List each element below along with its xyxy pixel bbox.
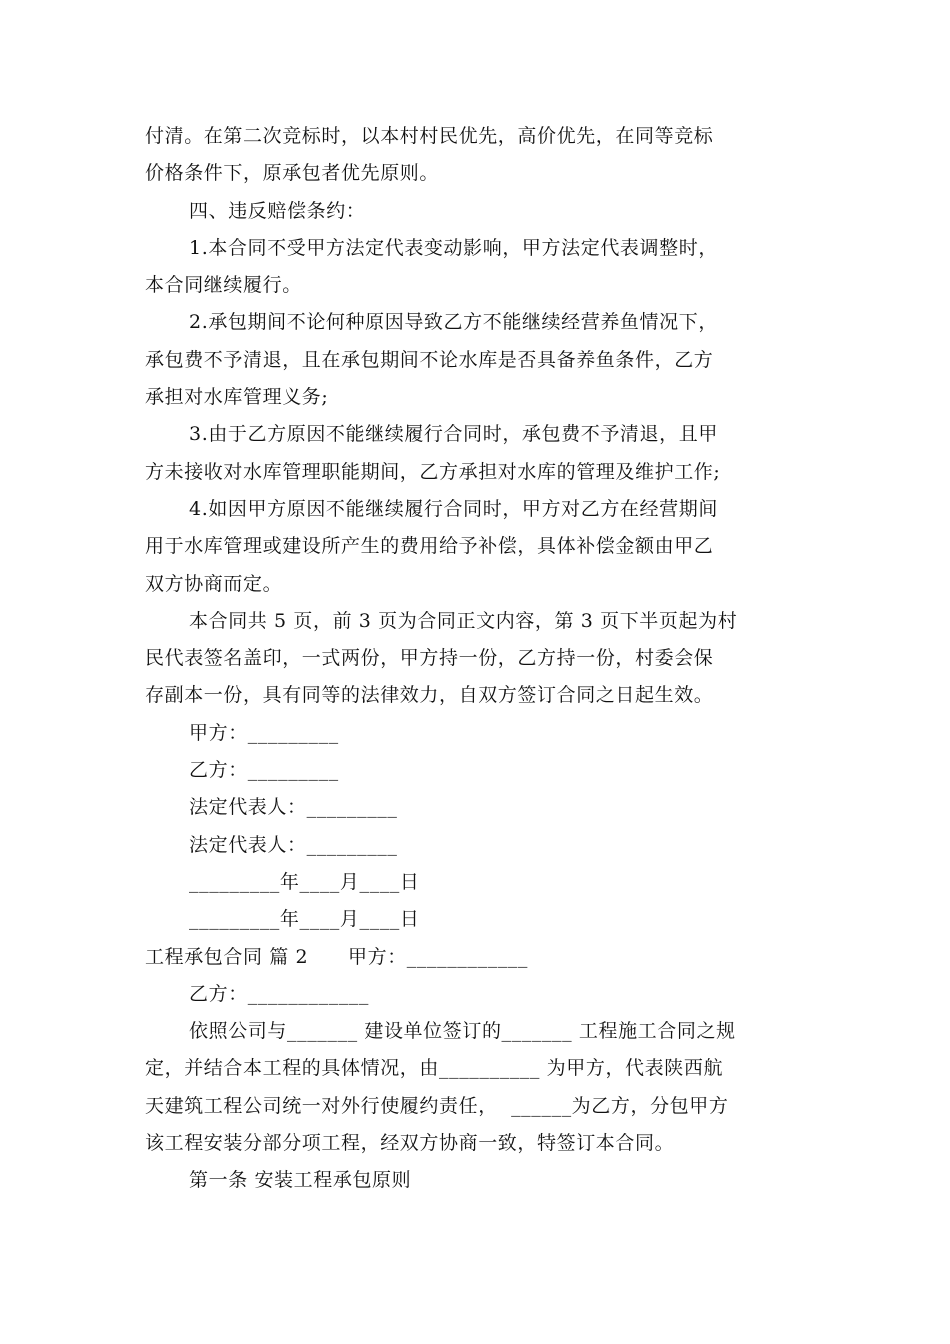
signing-date: _________年____月____日 <box>189 908 420 931</box>
contract-2-title: 工程承包合同 篇 2 甲方：____________ <box>145 945 529 968</box>
clause-3: 3.由于乙方原因不能继续履行合同时，承包费不予清退，且甲 <box>189 423 718 446</box>
basis-paragraph: 依照公司与_______ 建设单位签订的_______ 工程施工合同之规 <box>189 1020 736 1043</box>
document-body <box>145 118 810 1200</box>
text-line: 天建筑工程公司统一对外行使履约责任， ______为乙方，分包甲方 <box>145 1094 729 1117</box>
text-line: 承担对水库管理义务; <box>145 386 329 409</box>
text-line: 定，并结合本工程的具体情况，由__________ 为甲方，代表陕西航 <box>145 1057 724 1080</box>
clause-2: 2.承包期间不论何种原因导致乙方不能继续经营养鱼情况下， <box>189 311 718 334</box>
text-line: 用于水库管理或建设所产生的费用给予补偿，具体补偿金额由甲乙 <box>145 535 714 558</box>
contract-pages-paragraph: 本合同共 5 页，前 3 页为合同正文内容，第 3 页下半页起为村 <box>189 609 738 632</box>
clause-4: 4.如因甲方原因不能继续履行合同时，甲方对乙方在经营期间 <box>189 497 718 520</box>
signing-date: _________年____月____日 <box>189 870 420 893</box>
article-1-heading: 第一条 安装工程承包原则 <box>189 1169 412 1192</box>
legal-representative-signature: 法定代表人：_________ <box>189 796 398 819</box>
party-a-signature: 甲方：_________ <box>189 721 339 744</box>
clause-1: 1.本合同不受甲方法定代表变动影响，甲方法定代表调整时， <box>189 236 718 259</box>
text-line: 该工程安装分部分项工程，经双方协商一致，特签订本合同。 <box>145 1132 675 1155</box>
text-line: 双方协商而定。 <box>145 572 283 595</box>
text-line: 方未接收对水库管理职能期间，乙方承担对水库的管理及维护工作; <box>145 460 721 483</box>
text-line: 承包费不予清退，且在承包期间不论水库是否具备养鱼条件，乙方 <box>145 348 714 371</box>
text-line: 价格条件下，原承包者优先原则。 <box>145 162 440 185</box>
party-b-signature: 乙方：_________ <box>189 759 339 782</box>
text-line: 付清。在第二次竞标时，以本村村民优先，高价优先，在同等竞标 <box>145 125 714 147</box>
legal-representative-signature: 法定代表人：_________ <box>189 833 398 856</box>
text-line: 本合同继续履行。 <box>145 274 302 297</box>
section-heading: 四、违反赔偿条约： <box>189 199 366 222</box>
party-b-field: 乙方：____________ <box>189 982 370 1005</box>
text-line: 存副本一份，具有同等的法律效力，自双方签订合同之日起生效。 <box>145 684 714 707</box>
text-line: 民代表签名盖印，一式两份，甲方持一份，乙方持一份，村委会保 <box>145 647 714 670</box>
